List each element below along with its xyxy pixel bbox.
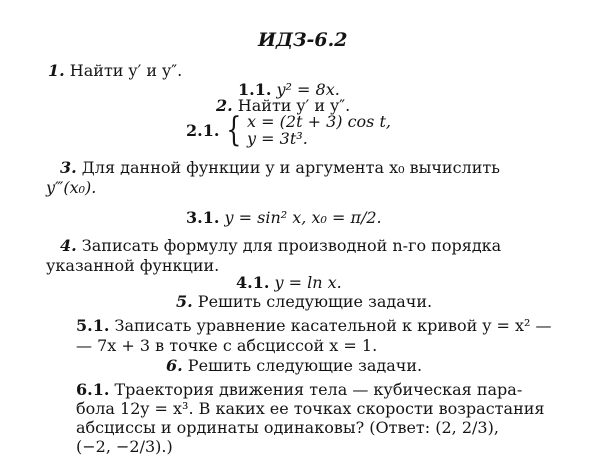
task-3-number: 3. [60, 158, 77, 177]
problem-3-1 [186, 208, 382, 227]
problem-4-1-number: 4.1. [236, 273, 270, 292]
problem-1-1-equation: y² = 8x. [276, 80, 340, 99]
problem-6-1-number: 6.1. [76, 380, 110, 399]
task-3-text-line-1: Для данной функции y и аргумента x₀ вычислить [81, 158, 500, 177]
problem-4-1-equation: y = ln x. [274, 273, 342, 292]
task-3-heading [60, 158, 500, 177]
problem-2-1-number: 2.1. [186, 120, 220, 140]
problem-1-1-number: 1.1. [238, 80, 272, 99]
problem-6-1-text-line-1: Траектория движения тела — кубическая пара- [114, 380, 523, 399]
task-4-text-line-2: указанной функции. [46, 256, 220, 275]
problem-2-1 [186, 110, 391, 150]
task-5-text: Решить следующие задачи. [197, 292, 433, 311]
task-2-number: 2. [216, 96, 233, 115]
task-5-number: 5. [176, 292, 193, 311]
problem-5-1-text-line-1: Записать уравнение касательной к кривой y = x² — [114, 316, 552, 335]
problem-4-1 [236, 273, 342, 292]
task-6-text: Решить следующие задачи. [187, 356, 423, 375]
task-4-heading [60, 236, 501, 255]
parametric-system [247, 113, 391, 147]
task-6-number: 6. [166, 356, 183, 375]
problem-6-1 [76, 380, 522, 399]
problem-6-1-text-line-3: абсциссы и ординаты одинаковы? (Ответ: (2, 2/3), [76, 418, 499, 437]
problem-3-1-number: 3.1. [186, 208, 220, 227]
problem-3-1-equation: y = sin² x, x₀ = π/2. [224, 208, 382, 227]
system-line-x: x = (2t + 3) cos t, [247, 112, 391, 131]
task-1-heading [48, 61, 182, 80]
task-6-heading [166, 356, 422, 375]
task-2-text: Найти y′ и y″. [237, 96, 351, 115]
task-1-text: Найти y′ и y″. [69, 61, 183, 80]
problem-5-1-number: 5.1. [76, 316, 110, 335]
task-5-heading [176, 292, 432, 311]
problem-6-1-text-line-2: бола 12y = x³. В каких ее точках скорости возрастания [76, 399, 545, 418]
problem-6-1-text-line-4: (−2, −2/3).) [76, 437, 173, 456]
system-line-y: y = 3t³. [247, 129, 308, 148]
document-title: ИДЗ-6.2 [258, 29, 348, 51]
problem-5-1 [76, 316, 552, 335]
system-brace: { [226, 110, 242, 150]
task-4-text-line-1: Записать формулу для производной n-го порядка [81, 236, 502, 255]
task-4-number: 4. [60, 236, 77, 255]
problem-5-1-text-line-2: — 7x + 3 в точке с абсциссой x = 1. [76, 336, 378, 355]
task-1-number: 1. [48, 61, 65, 80]
task-3-text-line-2: y‴(x₀). [46, 178, 97, 197]
